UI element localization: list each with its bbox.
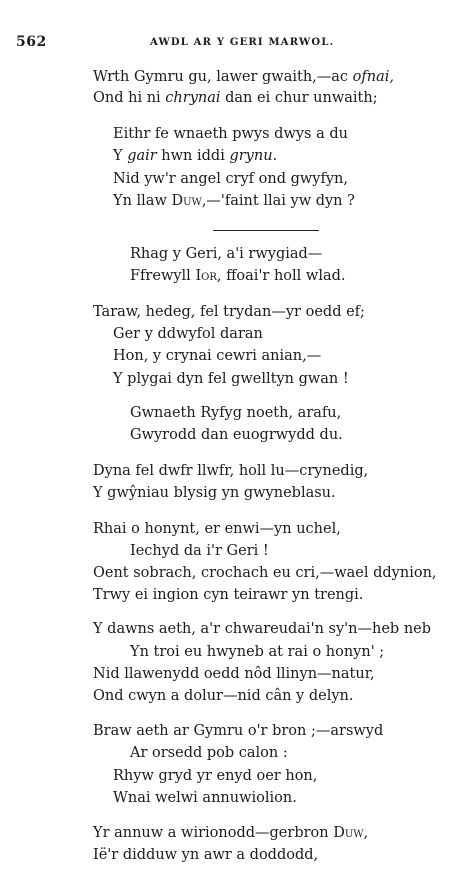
verse-line: Oent sobrach, crochach eu cri,—wael ddynion,: [93, 565, 437, 581]
verse-line: Gwyrodd dan euogrwydd du.: [130, 427, 343, 443]
verse-line: Yn llaw Duw,—'faint llai yw dyn ?: [113, 193, 355, 209]
page-header: [0, 34, 456, 54]
verse-line: Ond hi ni chrynai dan ei chur unwaith;: [93, 90, 378, 106]
running-title: AWDL AR Y GERI MARWOL.: [150, 37, 335, 48]
verse-line: Wrth Gymru gu, lawer gwaith,—ac ofnai,: [93, 69, 394, 85]
section-divider: [213, 230, 319, 231]
verse-line: Yr annuw a wirionodd—gerbron Duw,: [93, 825, 369, 841]
page-number: 562: [16, 34, 47, 50]
verse-line: Y gwŷniau blysig yn gwyneblasu.: [93, 485, 336, 501]
verse-line: Nid yw'r angel cryf ond gwyfyn,: [113, 171, 349, 187]
verse-line: Ffrewyll Ior, ffoai'r holl wlad.: [130, 268, 346, 284]
verse-line: Ger y ddwyfol daran: [113, 326, 263, 342]
verse-line: Hon, y crynai cewri anian,—: [113, 348, 322, 364]
verse-line: Trwy ei ingion cyn teirawr yn trengi.: [93, 587, 364, 603]
verse-line: Rhag y Geri, a'i rwygiad—: [130, 246, 323, 262]
verse-line: Y gair hwn iddi grynu.: [113, 148, 278, 164]
verse-line: Rhyw gryd yr enyd oer hon,: [113, 768, 318, 784]
verse-line: Dyna fel dwfr llwfr, holl lu—crynedig,: [93, 463, 369, 479]
verse-line: Ond cwyn a dolur—nid cân y delyn.: [93, 688, 354, 704]
verse-line: Ar orsedd pob calon :: [130, 745, 288, 761]
verse-line: Yn troi eu hwyneb at rai o honyn' ;: [130, 644, 385, 660]
verse-line: Ië'r didduw yn awr a doddodd,: [93, 847, 319, 863]
verse-line: Y dawns aeth, a'r chwareudai'n sy'n—heb neb: [93, 621, 432, 637]
verse-line: Braw aeth ar Gymru o'r bron ;—arswyd: [93, 723, 384, 739]
verse-line: Y plygai dyn fel gwelltyn gwan !: [113, 371, 349, 387]
verse-line: Eithr fe wnaeth pwys dwys a du: [113, 126, 348, 142]
verse-line: Iechyd da i'r Geri !: [130, 543, 269, 559]
verse-line: Wnai welwi annuwiolion.: [113, 790, 297, 806]
verse-line: Taraw, hedeg, fel trydan—yr oedd ef;: [93, 304, 365, 320]
verse-line: Rhai o honynt, er enwi—yn uchel,: [93, 521, 341, 537]
verse-line: Nid llawenydd oedd nôd llinyn—natur,: [93, 666, 375, 682]
verse-line: Gwnaeth Ryfyg noeth, arafu,: [130, 405, 342, 421]
